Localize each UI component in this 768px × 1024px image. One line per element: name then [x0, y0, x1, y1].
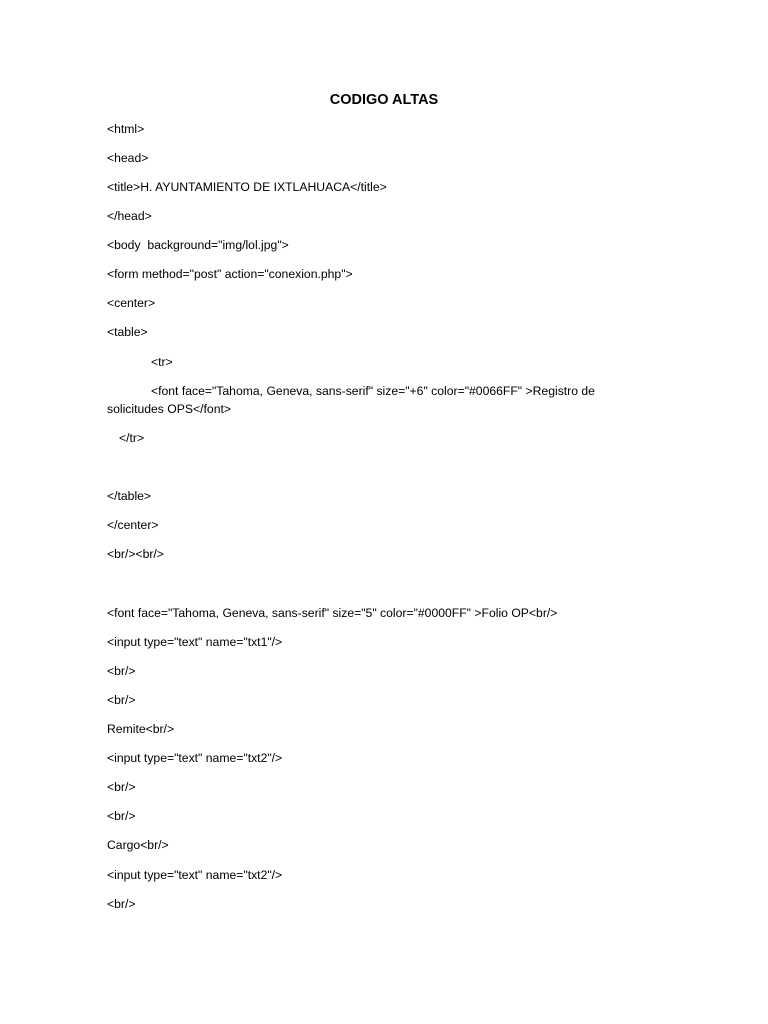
code-line-center-close: </center> — [107, 518, 159, 532]
code-line-br: <br/> — [107, 780, 136, 794]
code-line-input-txt1: <input type="text" name="txt1"/> — [107, 635, 283, 649]
code-line-br: <br/> — [107, 693, 136, 707]
code-line-head-close: </head> — [107, 209, 152, 223]
code-line-remite: Remite<br/> — [107, 722, 175, 736]
code-line-title: <title>H. AYUNTAMIENTO DE IXTLAHUACA</title> — [107, 180, 387, 194]
code-line-body-open: <body background="img/lol.jpg"> — [107, 238, 289, 252]
code-line-head-open: <head> — [107, 151, 149, 165]
code-line-tr-close: </tr> — [119, 431, 145, 445]
code-line-br: <br/> — [107, 809, 136, 823]
document-title: CODIGO ALTAS — [329, 92, 439, 108]
code-line-input-txt2-cargo: <input type="text" name="txt2"/> — [107, 868, 283, 882]
code-line-br: <br/> — [107, 897, 136, 911]
code-line-double-br: <br/><br/> — [107, 547, 164, 561]
code-line-table-close: </table> — [107, 489, 152, 503]
code-line-br: <br/> — [107, 664, 136, 678]
code-line-cargo: Cargo<br/> — [107, 838, 169, 852]
code-line-tr-open: <tr> — [151, 355, 173, 369]
code-line-font-registro-continued: solicitudes OPS</font> — [107, 402, 231, 416]
code-line-table-open: <table> — [107, 325, 148, 339]
code-line-form-open: <form method="post" action="conexion.php"> — [107, 267, 353, 281]
code-line-font-folio: <font face="Tahoma, Geneva, sans-serif" size="5" color="#0000FF" >Folio OP<br/> — [107, 606, 558, 620]
code-line-center-open: <center> — [107, 296, 156, 310]
code-line-html-open: <html> — [107, 122, 145, 136]
code-line-input-txt2: <input type="text" name="txt2"/> — [107, 751, 283, 765]
code-line-font-registro: <font face="Tahoma, Geneva, sans-serif" size="+6" color="#0066FF" >Registro de — [151, 384, 595, 398]
